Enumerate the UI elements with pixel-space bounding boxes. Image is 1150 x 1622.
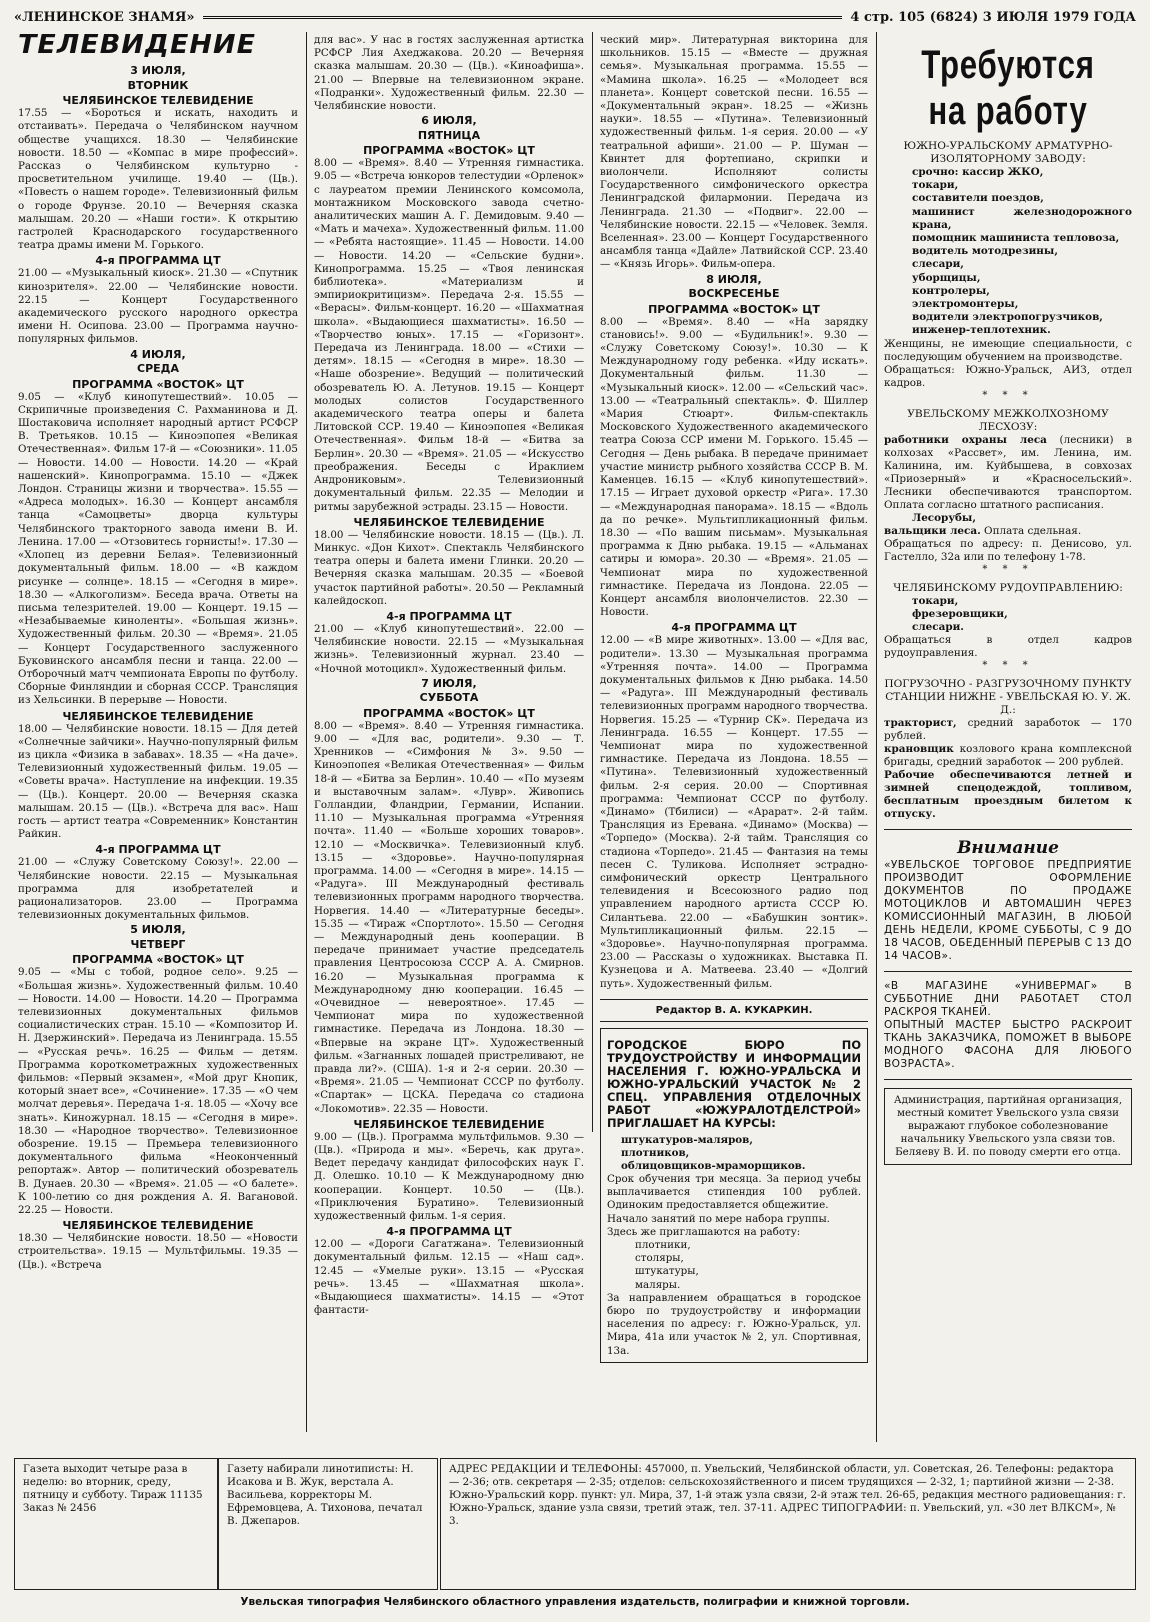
tv-schedule-3 bbox=[600, 34, 868, 991]
job-item: маляры. bbox=[635, 1278, 681, 1291]
job-title: водитель мотодрезины, bbox=[912, 245, 1058, 258]
job-title: фрезеровщики, bbox=[912, 608, 1008, 621]
program-listing: 17.55 — «Бороться и искать, находить и отстаивать». Передача о Челябинском научном обществе учащихся. 18.30 — Челябинские новости. 18.50 — «Компас в мире профессий». Рассказ о Челябинском культурно - просветительном училище. 19.40 — (Цв.). «Повесть о нашем городе». Телевизионный фильм о городе Фрунзе. 20.10 — Вечерняя сказка малышам. 20.20 — «Наши гости». К открытию гастролей Краснодарского государственного театра драмы имени М. Горького. bbox=[18, 107, 298, 252]
channel-heading: ЧЕЛЯБИНСКОЕ ТЕЛЕВИДЕНИЕ bbox=[353, 515, 545, 529]
channel-heading: ПРОГРАММА «ВОСТОК» ЦТ bbox=[363, 144, 535, 158]
day-heading: 4 ИЮЛЯ, bbox=[130, 347, 186, 361]
channel-heading: ПРОГРАММА «ВОСТОК» ЦТ bbox=[72, 377, 244, 391]
job-title: электромонтеры, bbox=[912, 298, 1019, 311]
job-list bbox=[884, 166, 1132, 338]
program-listing: 8.00 — «Время». 8.40 — Утренняя гимнастика. 9.05 — «Встреча юнкоров телестудии «Орленок» с лауреатом премии Ленинского комсомола, монтажником Московского завода счетно-аналитических машин А. Г. Демидовым. 9.40 — «Мать и мачеха». Художественный фильм. 11.00 — «Ребята настоящие». 11.45 — Новости. 14.00 — Новости. 14.20 — «Сельские будни». Кинопрограмма. 15.25 — «Твоя ленинская библиотека». «Материализм и эмпириокритицизм». Передача 2-я. 15.55 — «Верасы». Фильм-концерт. 16.20 — «Шахматная школа». «Выдающиеся шахматисты». 16.50 — «Творчество юных». 17.15 — «Горизонт». Передача из Ленинграда. 18.00 — «Стихи — детям». 18.15 — «Сегодня в мире». 18.30 — «Наше обозрение». Ведущий — политический обозреватель Ю. А. Летунов. 19.15 — Концерт молодых солистов Государственного академического театра оперы и балета Литовской ССР. 19.40 — Киноэпопея «Великая Отечественная». Фильм 18-й — «Битва за Берлин». 20.30 — «Время». 21.05 — «Искусство преображения. Беседы с Ираклием Андрониковым». Телевизионный документальный фильм. 22.35 — Мелодии и ритмы зарубежной эстрады. 23.15 — Новости. bbox=[314, 157, 584, 513]
job-title: помощник машиниста тепловоза, bbox=[912, 232, 1120, 245]
day-heading: ВТОРНИК bbox=[127, 78, 189, 92]
footer-publication-info: Газета выходит четыре раза в неделю: во вторник, среду, пятницу и субботу. Тираж 11135 Заказ № 2456 bbox=[14, 1458, 218, 1590]
day-heading: СРЕДА bbox=[137, 362, 179, 376]
masthead-rule bbox=[203, 16, 843, 19]
channel-heading: ЧЕЛЯБИНСКОЕ ТЕЛЕВИДЕНИЕ bbox=[62, 94, 254, 108]
channel-heading: 4-я ПРОГРАММА ЦТ bbox=[386, 609, 512, 623]
program-listing: 18.30 — Челябинские новости. 18.50 — «Новости строительства». 19.15 — Мультфильмы. 19.35 — (Цв.). «Встреча bbox=[18, 1232, 298, 1271]
day-heading: 3 ИЮЛЯ, bbox=[130, 64, 186, 78]
program-listing: 8.00 — «Время». 8.40 — Утренняя гимнастика. 9.00 — «Для вас, родители». 9.30 — Т. Хренников — «Симфония № 3». 9.50 — Киноэпопея «Великая Отечественная» — Фильм 18-й — «Битва за Берлин». 10.40 — «По музеям и выставочным залам». «Лувр». Живопись Голландии, Фландрии, Германии, Испании. 11.10 — Музыкальная программа «Утренняя почта». 11.40 — «Больше хороших товаров». 12.10 — «Москвичка». Телевизионный клуб. 13.15 — «Здоровье». Научно-популярная программа. 14.00 — «Сегодня в мире». 14.15 — «Радуга». III Международный фестиваль телевизионных программ народного творчества. Норвегия. 14.40 — «Литературные беседы». 15.35 — «Тираж «Спортлото». 15.50 — Сегодня — Международный день кооперации. В передаче принимает участие председатель правления Центросоюза СССР А. А. Смирнов. 16.20 — Музыкальная программа к Международному дню кооперации. 16.45 — «Очевидное — невероятное». 17.45 — Чемпионат мира по художественной гимнастике. Передача из Лондона. 18.30 — «Впервые на экране ЦТ». Художественный фильм. «Загнанных лошадей пристреливают, не правда ли?». (США). 1-я и 2-я серии. 20.30 — «Время». 21.05 — Чемпионат СССР по футболу. «Спартак» — ЦСКА. Передача со стадиона «Локомотив». 22.35 — Новости. bbox=[314, 719, 584, 1115]
editor-line: Редактор В. А. КУКАРКИН. bbox=[600, 999, 868, 1022]
day-heading: 7 ИЮЛЯ, bbox=[421, 676, 477, 690]
day-heading: ЧЕТВЕРГ bbox=[130, 937, 186, 951]
channel-heading: ПРОГРАММА «ВОСТОК» ЦТ bbox=[363, 706, 535, 720]
footer-address-info: АДРЕС РЕДАКЦИИ И ТЕЛЕФОНЫ: 457000, п. Увельский, Челябинской области, ул. Советская, 26. Телефоны: редактора — 2-36; отв. секретаря — 2-35; отделов: сельскохозяйственного и писем трудящихся — 2-32, 1; партийной жизни — 2-38. Южно-Уральский корр. пункт: ул. Мира, 37, 1-й этаж узла связи, 2-й этаж тел. 26-65, редакция местного радиовещания: г. Южно-Уральск, здание узла связи, третий этаж, тел. 37-11. АДРЕС ТИПОГРАФИИ: п. Увельский, ул. «30 лет ВЛКСМ», № 3. bbox=[440, 1458, 1136, 1590]
bureau-text: Здесь же приглашаются на работу: bbox=[607, 1225, 801, 1238]
newspaper-name: «ЛЕНИНСКОЕ ЗНАМЯ» bbox=[14, 9, 195, 25]
column-divider bbox=[306, 32, 307, 1432]
channel-heading: 4-я ПРОГРАММА ЦТ bbox=[671, 621, 797, 635]
separator-stars: * * * bbox=[982, 563, 1034, 575]
printer-info: Увельская типография Челябинского областного управления издательств, полиграфии и книжной торговли. bbox=[240, 1596, 910, 1608]
ads-column bbox=[884, 34, 1132, 1449]
job-title: составители поездов, bbox=[912, 192, 1044, 205]
employer-name: УВЕЛЬСКОМУ МЕЖКОЛХОЗНОМУ ЛЕСХОЗУ: bbox=[907, 407, 1109, 433]
job-title: машинист железнодорожного крана, bbox=[912, 205, 1132, 231]
course-item: плотников, bbox=[621, 1147, 690, 1160]
program-listing: 12.00 — «Дороги Сагатжана». Телевизионный документальный фильм. 12.15 — «Наш сад». 12.45 — «Умелые руки». 13.15 — «Русская речь». 13.45 — «Шахматная школа». «Выдающиеся шахматисты». 14.15 — «Этот фантасти- bbox=[314, 1238, 584, 1317]
job-title: контролеры, bbox=[912, 284, 990, 297]
day-heading: 8 ИЮЛЯ, bbox=[706, 272, 762, 286]
program-listing: 21.00 — «Клуб кинопутешествий». 22.00 — Челябинские новости. 22.15 — «Музыкальная жизнь». Телевизионный журнал. 23.40 — «Ночной мотоцикл». Художественный фильм. bbox=[314, 622, 584, 675]
course-item: штукатуров-маляров, bbox=[621, 1134, 753, 1147]
day-heading: 5 ИЮЛЯ, bbox=[130, 923, 186, 937]
column-divider bbox=[592, 32, 593, 1132]
day-heading: 6 ИЮЛЯ, bbox=[421, 114, 477, 128]
channel-heading: ЧЕЛЯБИНСКОЕ ТЕЛЕВИДЕНИЕ bbox=[353, 1117, 545, 1131]
program-listing: 9.05 — «Мы с тобой, родное село». 9.25 — «Большая жизнь». Художественный фильм. 10.40 — Новости. 14.00 — Новости. 14.20 — Программа телевизионных документальных фильмов социалистических стран. 15.10 — «Композитор И. Н. Дзержинский». Передача из Ленинграда. 15.55 — «Русская речь». 16.25 — Фильм — детям. Программа короткометражных художественных фильмов: «Первый экзамен», «Мой друг Кнопик, который знает все», «Сочинение». 17.35 — «О чем молчат деревья». Передача 1-я. 18.05 — «Хочу все знать». Киножурнал. 18.15 — «Сегодня в мире». 18.30 — «Народное творчество». Телевизионное обозрение. 19.15 — Премьера телевизионного документального фильма «Неоконченный репортаж». Автор — политический обозреватель В. Дунаев. 20.30 — «Время». 21.05 — «О балете». К 100-летию со дня рождения А. Я. Вагановой. 22.25 — Новости. bbox=[18, 966, 298, 1217]
job-title: инженер-теплотехник. bbox=[912, 324, 1051, 337]
tv-column-3 bbox=[600, 34, 868, 1454]
attention-text: «УВЕЛЬСКОЕ ТОРГОВОЕ ПРЕДПРИЯТИЕ ПРОИЗВОДИТ ОФОРМЛЕНИЕ ДОКУМЕНТОВ ПО ПРОДАЖЕ МОТОЦИКЛОВ И АВТОМАШИН ЧЕРЕЗ КОМИССИОННЫЙ МАГАЗИН, В ЛЮБОЙ ДЕНЬ НЕДЕЛИ, КРОМЕ СУББОТЫ, С 9 ДО 18 ЧАСОВ, ОБЕДЕННЫЙ ПЕРЕРЫВ С 13 ДО 14 ЧАСОВ». bbox=[884, 859, 1132, 963]
program-listing: 9.05 — «Клуб кинопутешествий». 10.05 — Скрипичные произведения С. Рахманинова и Д. Шостаковича исполняет народный артист РСФСР В. Третьяков. 10.15 — Киноэпопея «Великая Отечественная». Фильм 17-й — «Союзники». 11.05 — Новости. 14.00 — Новости. 14.20 — «Край нашенский». Кинопрограмма. 15.10 — «Джек Лондон. Страницы жизни и творчества». 15.55 — «Адреса молодых». 16.30 — Концерт ансамбля танца «Самоцветы» дворца культуры Челябинского тракторного завода имени В. И. Ленина. 17.00 — «Отзовитесь горнисты!». 17.30 — «Хлопец из деревни Белая». Телевизионный документальный фильм. 18.00 — «В каждом рисунке — солнце». 18.15 — «Сегодня в мире». 18.30 — «Алкоголизм». Беседа врача. Ответы на письма телезрителей. 19.00 — Концерт. 19.15 — «Незабываемые киноленты». «Большая жизнь». Художественный фильм. 20.30 — «Время». 21.05 — Концерт Государственного заслуженного Буковинского ансамбля песни и танца. 22.00 — Отборочный матч чемпионата Европы по футболу. Сборные Финляндии и сборная СССР. Трансляция из Хельсинки. В перерыве — Новости. bbox=[18, 390, 298, 707]
employer-name: ЧЕЛЯБИНСКОМУ РУДОУПРАВЛЕНИЮ: bbox=[893, 581, 1123, 594]
tv-column-2 bbox=[314, 34, 584, 1454]
job-title: вальщики леса. bbox=[884, 524, 981, 537]
program-listing: для вас». У нас в гостях заслуженная артистка РСФСР Лия Ахеджакова. 20.20 — Вечерняя сказка малышам. 20.30 — (Цв.). «Кинoафиша». 21.00 — Впервые на телевизионном экране. «Подранки». Художественный фильм. 22.30 — Челябинские новости. bbox=[314, 34, 584, 113]
tv-column-1 bbox=[18, 34, 298, 1454]
ad-note: Женщины, не имеющие специальности, с последующим обучением на производстве. bbox=[884, 337, 1132, 363]
hiring-title: Требуются на работу bbox=[921, 43, 1095, 133]
masthead bbox=[14, 6, 1136, 28]
job-title: уборщицы, bbox=[912, 271, 981, 284]
job-title: слесари, bbox=[912, 258, 964, 271]
footer-staff-info: Газету набирали линотиписты: Н. Исакова и В. Жук, верстала А. Васильева, корректоры М. Ефремовцева, А. Тихонова, печатал В. Джепаров. bbox=[218, 1458, 438, 1590]
job-title: водители электропогрузчиков, bbox=[912, 311, 1103, 324]
channel-heading: ЧЕЛЯБИНСКОЕ ТЕЛЕВИДЕНИЕ bbox=[62, 709, 254, 723]
program-listing: 21.00 — «Музыкальный киоск». 21.30 — «Спутник кинозрителя». 22.00 — Челябинские новости. 22.15 — Концерт Государственного академического русского народного оркестра имени Н. Осипова. 23.00 — Программа научно-популярных фильмов. bbox=[18, 267, 298, 346]
ad-address: Обращаться в отдел кадров рудоуправления. bbox=[884, 634, 1132, 660]
day-heading: ВОСКРЕСЕНЬЕ bbox=[688, 287, 780, 301]
store-ad: ОПЫТНЫЙ МАСТЕР БЫСТРО РАСКРОИТ ТКАНЬ ЗАКАЗЧИКА, ПОМОЖЕТ В ВЫБОРЕ МОДНОГО ФАСОНА ДЛЯ ЛЮБОГО ВОЗРАСТА». bbox=[884, 1019, 1132, 1071]
job-title: работники охраны леса bbox=[884, 433, 1047, 446]
bureau-ad bbox=[600, 1028, 868, 1363]
ad-address: Обращаться по адресу: п. Денисово, ул. Гастелло, 32а или по телефону 1-78. bbox=[884, 537, 1132, 563]
bureau-title: ГОРОДСКОЕ БЮРО ПО ТРУДОУСТРОЙСТВУ И ИНФОРМАЦИИ НАСЕЛЕНИЯ Г. ЮЖНО-УРАЛЬСКА И ЮЖНО-УРАЛЬСКИЙ УЧАСТОК № 2 СПЕЦ. УПРАВЛЕНИЯ ОТДЕЛОЧНЫХ РАБОТ «ЮЖУРАЛОТДЕЛСТРОЙ» ПРИГЛАШАЕТ НА КУРСЫ: bbox=[607, 1038, 861, 1131]
job-title: Лесорубы, bbox=[912, 511, 976, 524]
channel-heading: 4-я ПРОГРАММА ЦТ bbox=[386, 1225, 512, 1239]
attention-title: Внимание bbox=[957, 838, 1059, 859]
divider bbox=[884, 1079, 1132, 1080]
employer-name: ЮЖНО-УРАЛЬСКОМУ АРМАТУРНО-ИЗОЛЯТОРНОМУ ЗАВОДУ: bbox=[903, 140, 1113, 165]
program-listing: 12.00 — «В мире животных». 13.00 — «Для вас, родители». 13.30 — Музыкальная программа «Утренняя почта». 14.00 — Программа документальных фильмов к Дню рыбака. 14.50 — «Радуга». III Международный фестиваль телевизионных программ народного творчества. Норвегия. 15.25 — «Турнир СК». Передача из Ленинграда. 16.55 — Концерт. 17.55 — Чемпионат мира по художественной гимнастике. Передача из Лондона. 18.55 — «Путина». Телевизионный художественный фильм. 2-я серия. 20.00 — Спортивная программа: Чемпионат СССР по футболу. «Динамо» (Тбилиси) — «Арарат». 2-й тайм. Трансляция из Еревана. «Динамо» (Москва) — «Торпедо» (Москва). 2-й тайм. Трансляция со стадиона «Торпедо». 21.45 — Фантазия на темы песен С. Туликова. Исполняет эстрадно-симфонический оркестр Центрального телевидения и Всесоюзного радио под управлением народного артиста СССР Ю. Силантьева. 22.00 — «Бабушкин зонтик». Мультипликационный фильм. 22.15 — «Здоровье». Научно-популярная программа. 23.00 — Рассказы о художниках. Выставка П. Кузнецова и А. Матвеева. 23.40 — «Долгий путь». Художественный фильм. bbox=[600, 634, 868, 990]
channel-heading: ЧЕЛЯБИНСКОЕ ТЕЛЕВИДЕНИЕ bbox=[62, 1219, 254, 1233]
condolence-notice: Администрация, партийная организация, местный комитет Увельского узла связи выражают глубокое соболезнование начальнику Увельского узла связи тов. Беляеву В. И. по поводу смерти его отца. bbox=[884, 1088, 1132, 1165]
program-listing: 9.00 — (Цв.). Программа мультфильмов. 9.30 — (Цв.). «Природа и мы». «Беречь, как друга». Ведет передачу кандидат философских наук Г. Д. Олешко. 10.10 — К Международному дню кооперации. Концерт. 10.50 — (Цв.). «Приключения Буратино». Телевизионный художественный фильм. 1-я серия. bbox=[314, 1130, 584, 1223]
program-listing: 8.00 — «Время». 8.40 — «На зарядку становись!». 9.00 — «Будильник!». 9.30 — «Служу Советскому Союзу!». 10.30 — К Международному году ребенка. «Иду искать». Документальный фильм. 11.30 — «Музыкальный киоск». 12.00 — «Сельский час». 13.00 — «Театральный спектакль». Ф. Шиллер «Мария Стюарт». Фильм-спектакль Московского Художественного академического театра Союза ССР имени М. Горького. 15.45 — Сегодня — День рыбака. В передаче принимает участие министр рыбного хозяйства СССР В. М. Каменцев. 16.15 — «Клуб кинопутешествий». 17.15 — Играет духовой оркестр «Рига». 17.30 — «Международная панорама». 18.15 — «Вдоль да по речке». Мультипликационный фильм. 18.30 — «По вашим письмам». Музыкальная программа к Дню рыбака. 19.15 — «Альманах сатиры и юмора». 20.30 — «Время». 21.05 — Чемпионат мира по художественной гимнастике. Передача из Лондона. 22.05 — Концерт ансамбля виолончелистов. 22.30 — Новости. bbox=[600, 315, 868, 619]
tv-schedule-2 bbox=[314, 34, 584, 1317]
bureau-text: Срок обучения три месяца. За период учебы выплачивается стипендия 100 рублей. Одиноким предоставляется общежитие. bbox=[607, 1173, 861, 1212]
divider bbox=[884, 829, 1132, 830]
section-title: ТЕЛЕВИДЕНИЕ bbox=[18, 34, 257, 60]
job-title: токари, bbox=[912, 594, 959, 607]
ad-text: козлового крана комплексной бригады, средний заработок — 200 рублей. bbox=[884, 743, 1132, 769]
program-listing: 18.00 — Челябинские новости. 18.15 — Для детей «Солнечные зайчики». Научно-популярный фильм из цикла «Физика в забавах». 18.35 — «На даче». Телевизионный художественный фильм. 19.05 — «Советы врача». Наступление на инфекции. 19.35 — (Цв.). Концерт. 20.00 — Вечерняя сказка малышам. 20.15 — (Цв.). «Встреча для вас». Наш гость — артист театра «Современник» Константин Райкин. bbox=[18, 722, 298, 841]
separator-stars: * * * bbox=[982, 660, 1034, 672]
job-title: крановщик bbox=[884, 743, 954, 756]
ad-text: средний заработок — 170 рублей. bbox=[884, 717, 1132, 743]
channel-heading: 4-я ПРОГРАММА ЦТ bbox=[95, 254, 221, 268]
column-divider bbox=[876, 32, 877, 1442]
channel-heading: 4-я ПРОГРАММА ЦТ bbox=[95, 843, 221, 857]
bureau-text: Начало занятий по мере набора группы. bbox=[607, 1212, 830, 1225]
day-heading: ПЯТНИЦА bbox=[417, 128, 481, 142]
bureau-text: За направлением обращаться в городское бюро по трудоустройству и информации населения по адресу: г. Южно-Уральск, ул. Мира, 41а или участок № 2, ул. Спортивная, 13а. bbox=[607, 1291, 861, 1357]
program-listing: 18.00 — Челябинские новости. 18.15 — (Цв.). Л. Минкус. «Дон Кихот». Спектакль Челябинского театра оперы и балета имени Глинки. 20.20 — Вечерняя сказка малышам. 20.35 — «Боевой участок партийной работы». 20.50 — Рекламный калейдоскоп. bbox=[314, 528, 584, 607]
day-heading: СУББОТА bbox=[419, 691, 479, 705]
job-item: столяры, bbox=[635, 1252, 684, 1265]
employer-name: ПОГРУЗОЧНО - РАЗГРУЗОЧНОМУ ПУНКТУ СТАНЦИИ НИЖНЕ - УВЕЛЬСКАЯ Ю. У. Ж. Д.: bbox=[884, 678, 1132, 717]
job-title: срочно: кассир ЖКО, bbox=[912, 166, 1044, 178]
course-item: облицовщиков-мраморщиков. bbox=[621, 1160, 806, 1173]
ad-text: (лесники) в колхозах «Рассвет», им. Ленина, им. Калинина, им. Куйбышева, в совхозах «Приозерный» и «Красносельский». Лесники обеспечиваются транспортом. Оплата согласно штатного расписания. bbox=[884, 433, 1132, 511]
job-title: токари, bbox=[912, 179, 959, 192]
issue-info: 4 стр. 105 (6824) 3 ИЮЛЯ 1979 ГОДА bbox=[850, 9, 1136, 25]
program-listing: 21.00 — «Служу Советскому Союзу!». 22.00 — Челябинские новости. 22.15 — Музыкальная программа для изобретателей и рационализаторов. 23.00 — Программа телевизионных документальных фильмов. bbox=[18, 856, 298, 922]
store-ad: «В МАГАЗИНЕ «УНИВЕРМАГ» В СУББОТНИЕ ДНИ РАБОТАЕТ СТОЛ РАСКРОЯ ТКАНЕЙ. bbox=[884, 980, 1132, 1019]
channel-heading: ПРОГРАММА «ВОСТОК» ЦТ bbox=[72, 953, 244, 967]
channel-heading: ПРОГРАММА «ВОСТОК» ЦТ bbox=[648, 302, 820, 316]
job-title: слесари. bbox=[912, 621, 964, 634]
job-item: штукатуры, bbox=[635, 1265, 699, 1278]
job-item: плотники, bbox=[635, 1239, 691, 1252]
divider bbox=[884, 971, 1132, 972]
tv-schedule-1 bbox=[18, 65, 298, 1272]
program-listing: ческий мир». Литературная викторина для школьников. 15.15 — «Вместе — дружная семья». Музыкальная программа. 15.55 — «Мамина школа». 16.25 — «Молодеет вся планета». Концерт советской песни. 16.55 — «Документальный экран». 18.25 — «Жизнь науки». 18.55 — «Путина». Телевизионный художественный фильм. 1-я серия. 20.00 — «У театральной афиши». 21.00 — Р. Шуман — Квинтет для фортепиано, скрипки и виолончели. Исполняют солисты Государственного симфонического оркестра Ленинградской филармонии. Передача из Ленинграда. 21.30 — «Подвиг». 22.00 — Челябинские новости. 22.15 — «Человек. Земля. Вселенная». 23.00 — Концерт Государственного ансамбля танца «Дайле» Латвийской ССР. 23.40 — «Князь Игорь». Фильм-опера. bbox=[600, 34, 868, 271]
job-title: тракторист, bbox=[884, 717, 957, 730]
separator-stars: * * * bbox=[982, 389, 1034, 401]
ad-note: Рабочие обеспечиваются летней и зимней спецодеждой, топливом, бесплатным проездным билетом к отпуску. bbox=[884, 769, 1132, 821]
ad-address: Обращаться: Южно-Уральск, АИЗ, отдел кадров. bbox=[884, 363, 1132, 389]
ad-text: Оплата сдельная. bbox=[984, 524, 1082, 537]
